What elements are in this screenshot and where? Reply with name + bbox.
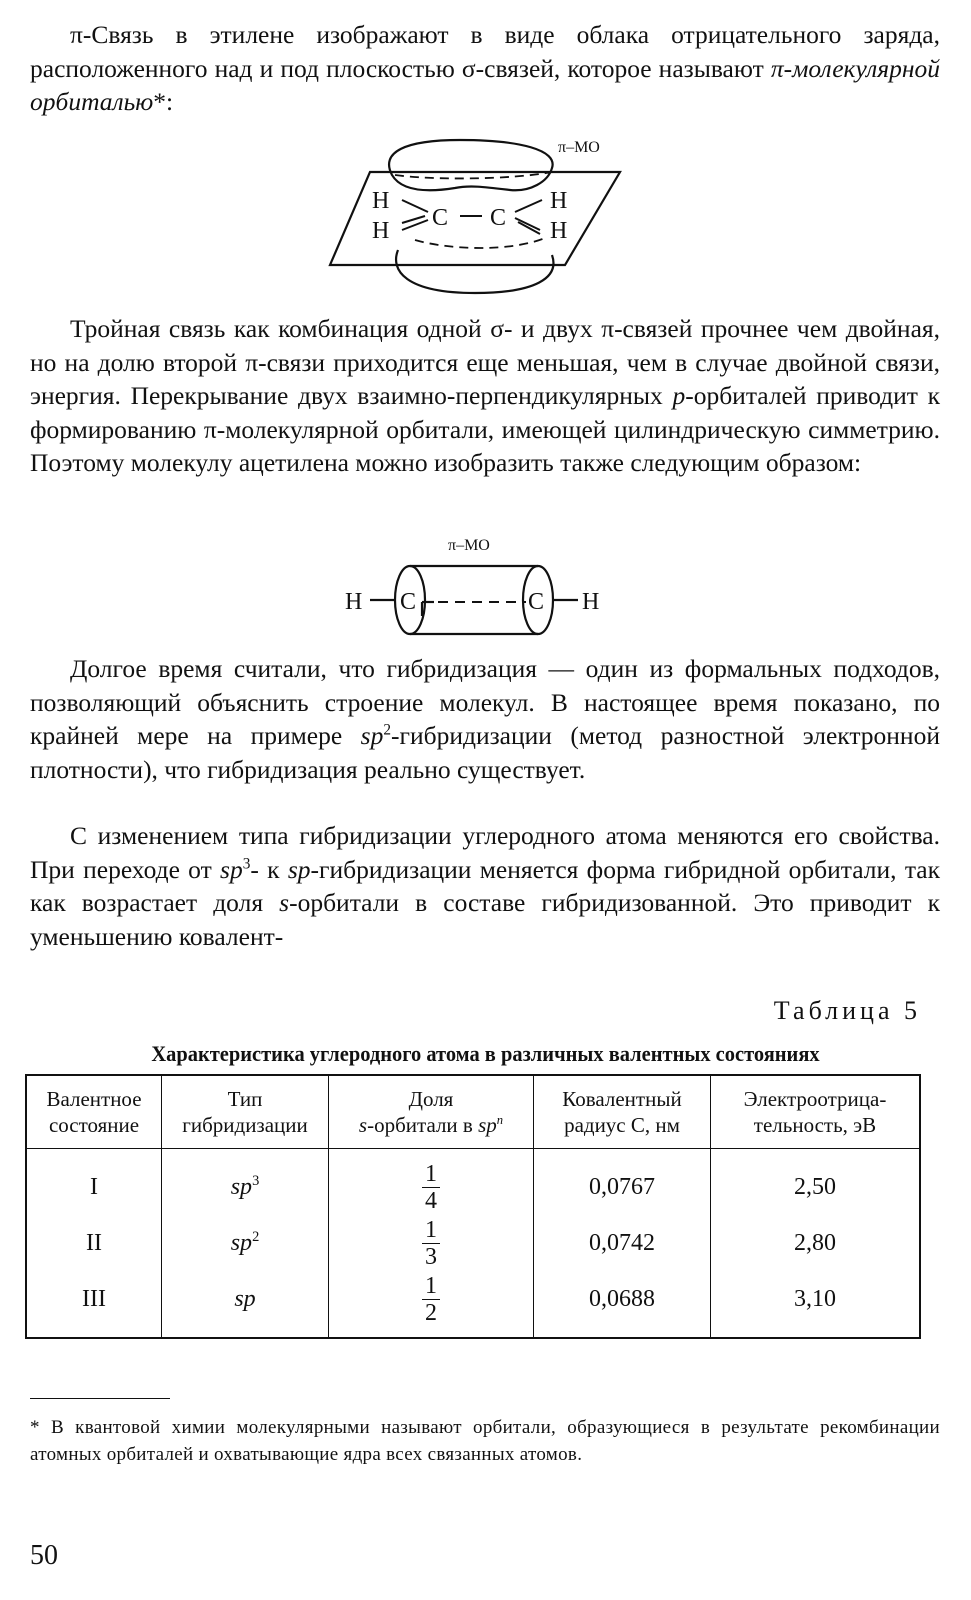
- header-valence-state: [26, 1075, 162, 1149]
- paragraph-4-italic-2: sp: [287, 854, 311, 884]
- atom-h-3: H: [550, 188, 568, 214]
- paragraph-1: [30, 18, 940, 119]
- paragraph-2-text: Тройная связь как комбинация одной σ- и двух π-связей прочнее чем двойная, но на долю второй π-связи приходится еще меньшая, чем в случае двойной связи, энергия. Перекрывание двух взаимно-перпендикулярных: [30, 314, 940, 410]
- header-line-2: гибридизации: [182, 1113, 308, 1137]
- paragraph-1-text: π-Связь в этилене изображают в виде облака отрицательного заряда, расположенного над и под плоскостью σ-связей, которое называют: [30, 20, 940, 83]
- page-number: 50: [30, 1540, 58, 1571]
- cell-hyb-sup: 2: [252, 1228, 260, 1245]
- header-hybridization-type: [162, 1075, 329, 1149]
- table-row: [26, 1149, 920, 1216]
- cell-fraction: [329, 1215, 534, 1271]
- atom-c-right: C: [528, 589, 545, 615]
- paragraph-4-italic-1: sp: [220, 854, 243, 884]
- lower-dashed: [415, 238, 545, 248]
- fraction: [422, 1161, 440, 1214]
- cell-radius: 0,0767: [534, 1149, 711, 1216]
- cell-hyb-text: sp: [234, 1285, 256, 1312]
- paragraph-4: [30, 819, 940, 953]
- table-title: Характеристика углеродного атома в различных валентных состояниях: [151, 1041, 820, 1066]
- paragraph-2-italic: p: [672, 381, 686, 410]
- paragraph-3-sup: 2: [383, 721, 391, 739]
- header-line-1: Доля: [408, 1087, 454, 1111]
- cell-electronegativity: 3,10: [711, 1271, 921, 1338]
- data-table: [25, 1074, 921, 1339]
- ethylene-pi-mo-figure: [320, 130, 640, 305]
- cell-radius: 0,0742: [534, 1215, 711, 1271]
- paragraph-1-italic: π-молекулярной орбиталью: [30, 53, 940, 116]
- header-n-sup: n: [496, 1113, 504, 1127]
- cell-hybridization: [162, 1271, 329, 1338]
- cell-state: I: [90, 1173, 98, 1200]
- denominator: 3: [425, 1243, 437, 1270]
- header-line-2: -орбитали в: [367, 1113, 479, 1137]
- pi-mo-label-2: π–МО: [448, 537, 490, 554]
- header-line-1: Валентное: [46, 1087, 142, 1111]
- paragraph-2-end: -орбиталей приводит к формированию π-молекулярной орбитали, имеющей цилиндрическую симметрию. Поэтому молекулу ацетилена можно изобразить также следующим образом:: [30, 381, 940, 477]
- cell-electronegativity: 2,80: [711, 1215, 921, 1271]
- acetylene-pi-mo-figure: [330, 530, 620, 640]
- table-header-row: [26, 1075, 920, 1149]
- table-label: Таблица 5: [773, 996, 921, 1025]
- atom-h-left: H: [345, 589, 363, 615]
- atom-c-1: C: [432, 205, 449, 231]
- paragraph-4-text-2: - к: [250, 854, 288, 884]
- header-s-fraction: [329, 1075, 534, 1149]
- atom-c-2: C: [490, 205, 507, 231]
- cell-hybridization: [162, 1215, 329, 1271]
- atom-h-1: H: [372, 188, 390, 214]
- cell-hyb-text: sp: [230, 1229, 253, 1256]
- header-electronegativity: [711, 1075, 921, 1149]
- table-row: [26, 1215, 920, 1271]
- paragraph-1-end: *:: [153, 87, 174, 116]
- header-covalent-radius: [534, 1075, 711, 1149]
- paragraph-4-text-1: С изменением типа гибридизации углеродного атома меняются его свойства. При переходе от: [30, 821, 940, 884]
- pi-mo-label-1: π–МО: [558, 139, 600, 156]
- header-line-1: Тип: [227, 1087, 263, 1111]
- numerator: 1: [422, 1217, 440, 1244]
- paragraph-4-text-3: -гибридизации меняется форма гибридной орбитали, так как возрастает доля: [30, 854, 940, 917]
- fraction: [422, 1273, 440, 1326]
- upper-lobe: [389, 140, 553, 190]
- paragraph-4-sup-1: 3: [242, 855, 251, 872]
- fraction: [422, 1217, 440, 1270]
- paragraph-2: [30, 312, 940, 480]
- cell-fraction: [329, 1149, 534, 1216]
- atom-h-right: H: [582, 589, 600, 615]
- lower-lobe: [396, 250, 553, 293]
- cell-radius: 0,0688: [534, 1271, 711, 1338]
- numerator: 1: [422, 1161, 440, 1188]
- denominator: 4: [425, 1187, 437, 1214]
- atom-h-4: H: [550, 218, 568, 244]
- header-line-2: состояние: [48, 1113, 140, 1137]
- paragraph-3: [30, 652, 940, 786]
- paragraph-4-text-4: -орбитали в составе гибридизованной. Это приводит к уменьшению ковалент-: [30, 888, 940, 951]
- paragraph-3-italic: sp: [360, 721, 384, 750]
- header-sp-italic: sp: [478, 1113, 497, 1137]
- denominator: 2: [425, 1299, 437, 1326]
- header-line-1: Электроотрица-: [743, 1087, 887, 1111]
- cell-hyb-text: sp: [230, 1173, 253, 1200]
- cell-electronegativity: 2,50: [711, 1149, 921, 1216]
- cell-state: III: [82, 1285, 106, 1312]
- cell-state: II: [86, 1229, 102, 1256]
- paragraph-3-text: Долгое время считали, что гибридизация — один из формальных подходов, позволяющий объяснить строение молекул. В настоящее время показано, по крайней мере на примере: [30, 654, 940, 750]
- header-line-2: радиус С, нм: [564, 1113, 680, 1137]
- cell-hyb-sup: 3: [252, 1172, 260, 1189]
- paragraph-3-end: -гибридизации (метод разностной электронной плотности), что гибридизация реально существует.: [30, 721, 940, 784]
- footnote-divider: [30, 1398, 170, 1399]
- cell-hybridization: [162, 1149, 329, 1216]
- header-line-2: тельность, эВ: [753, 1113, 877, 1137]
- atom-h-2: H: [372, 218, 390, 244]
- header-line-1: Ковалентный: [562, 1087, 682, 1111]
- cell-fraction: [329, 1271, 534, 1338]
- numerator: 1: [422, 1273, 440, 1300]
- table-row: [26, 1271, 920, 1338]
- footnote: * В квантовой химии молекулярными называют орбитали, образующиеся в результате рекомбинации атомных орбиталей и охватывающие ядра всех связанных атомов.: [30, 1417, 940, 1465]
- atom-c-left: C: [400, 589, 417, 615]
- header-s-italic: s: [358, 1113, 368, 1137]
- paragraph-4-italic-3: s: [279, 888, 290, 917]
